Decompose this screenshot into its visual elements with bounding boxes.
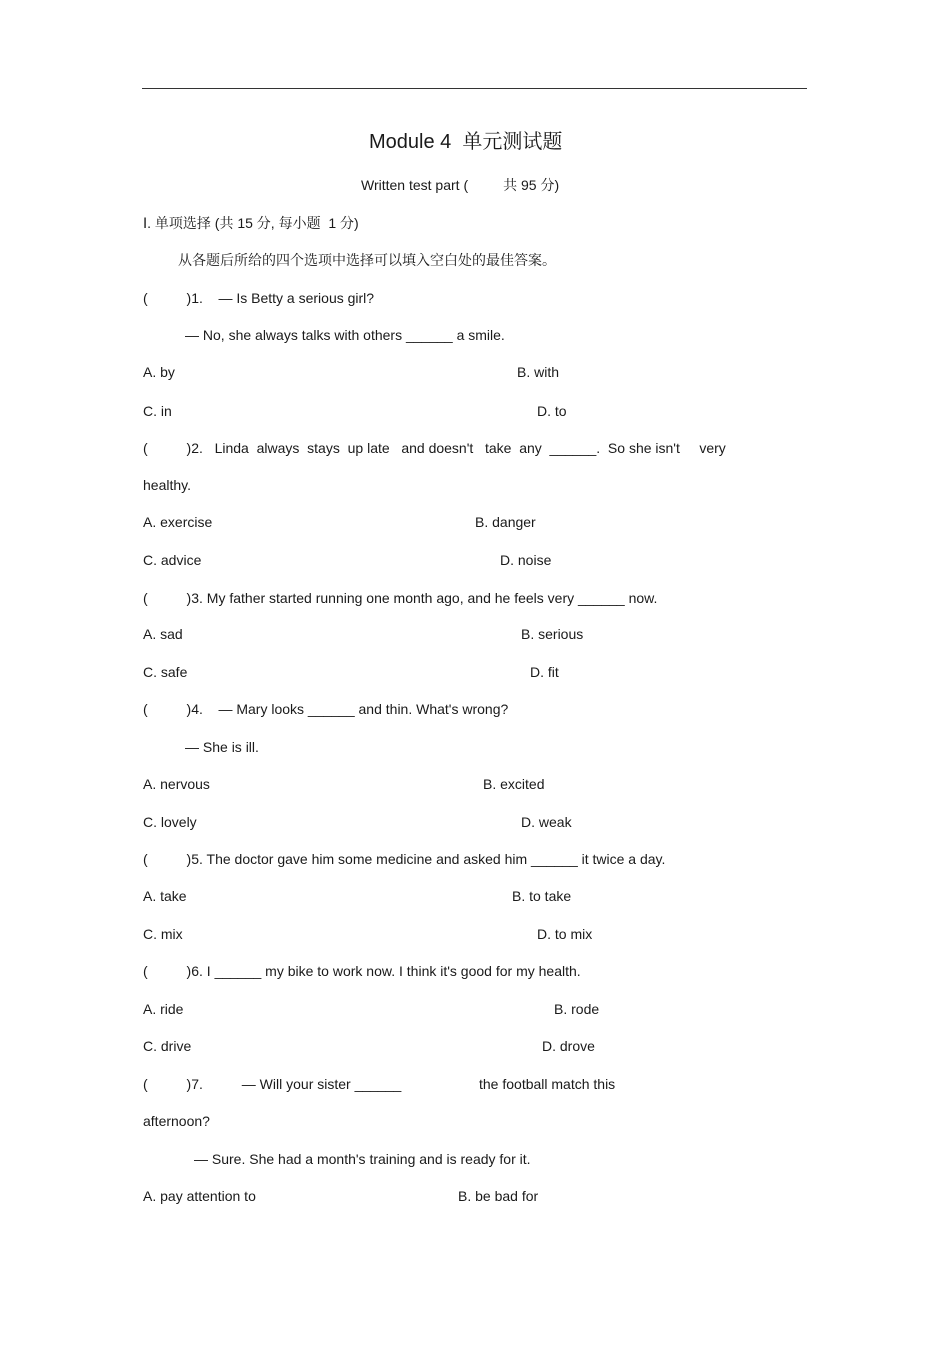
question-3-option-b: B. serious [521,626,584,642]
question-5-option-b: B. to take [512,888,572,904]
question-2-option-b: B. danger [475,514,536,530]
question-6-option-b: B. rode [554,1001,600,1017]
question-2-option-a: A. exercise [143,514,213,530]
question-7-option-b: B. be bad for [458,1188,539,1204]
question-1-option-c: C. in [143,403,172,419]
question-2-cont: healthy. [143,477,191,493]
question-3-stem: ( )3. My father started running one month ago, and he feels very ______ now. [143,590,658,606]
question-7-reply: — Sure. She had a month's training and is ready for it. [194,1151,531,1167]
question-5-option-c: C. mix [143,926,183,942]
question-4-option-b: B. excited [483,776,545,792]
question-3-option-d: D. fit [530,664,559,680]
question-2-option-d: D. noise [500,552,552,568]
question-1-option-b: B. with [517,364,560,380]
question-6-stem: ( )6. I ______ my bike to work now. I think it's good for my health. [143,963,581,979]
question-5-option-a: A. take [143,888,187,904]
question-7-cont: afternoon? [143,1113,210,1129]
question-4-option-a: A. nervous [143,776,210,792]
question-4-stem: ( )4. — Mary looks ______ and thin. What's wrong? [143,701,509,717]
question-7-stem-end: the football match this [479,1076,616,1092]
question-3-option-a: A. sad [143,626,183,642]
question-2-stem: ( )2. Linda always stays up late and doesn't take any ______. So she isn't very [143,440,726,456]
page-subtitle: Written test part ( 共 95 分) [361,177,560,193]
question-4-option-c: C. lovely [143,814,197,830]
question-1-reply: — No, she always talks with others ______ a smile. [185,327,505,343]
header-rule [142,88,807,89]
question-4-reply: — She is ill. [185,739,259,755]
question-1-option-d: D. to [537,403,567,419]
page-title: Module 4 单元测试题 [369,131,563,153]
question-6-option-a: A. ride [143,1001,184,1017]
question-2-option-c: C. advice [143,552,202,568]
section-instruction: 从各题后所给的四个选项中选择可以填入空白处的最佳答案。 [178,252,556,268]
question-6-option-c: C. drive [143,1038,192,1054]
question-7-option-a: A. pay attention to [143,1188,256,1204]
question-1-stem: ( )1. — Is Betty a serious girl? [143,290,375,306]
question-5-stem: ( )5. The doctor gave him some medicine and asked him ______ it twice a day. [143,851,666,867]
question-1-option-a: A. by [143,364,175,380]
section-heading: Ⅰ. 单项选择 (共 15 分, 每小题 1 分) [143,215,359,231]
question-7-stem: ( )7. — Will your sister ______ [143,1076,402,1092]
question-6-option-d: D. drove [542,1038,595,1054]
question-3-option-c: C. safe [143,664,188,680]
question-4-option-d: D. weak [521,814,572,830]
question-5-option-d: D. to mix [537,926,593,942]
